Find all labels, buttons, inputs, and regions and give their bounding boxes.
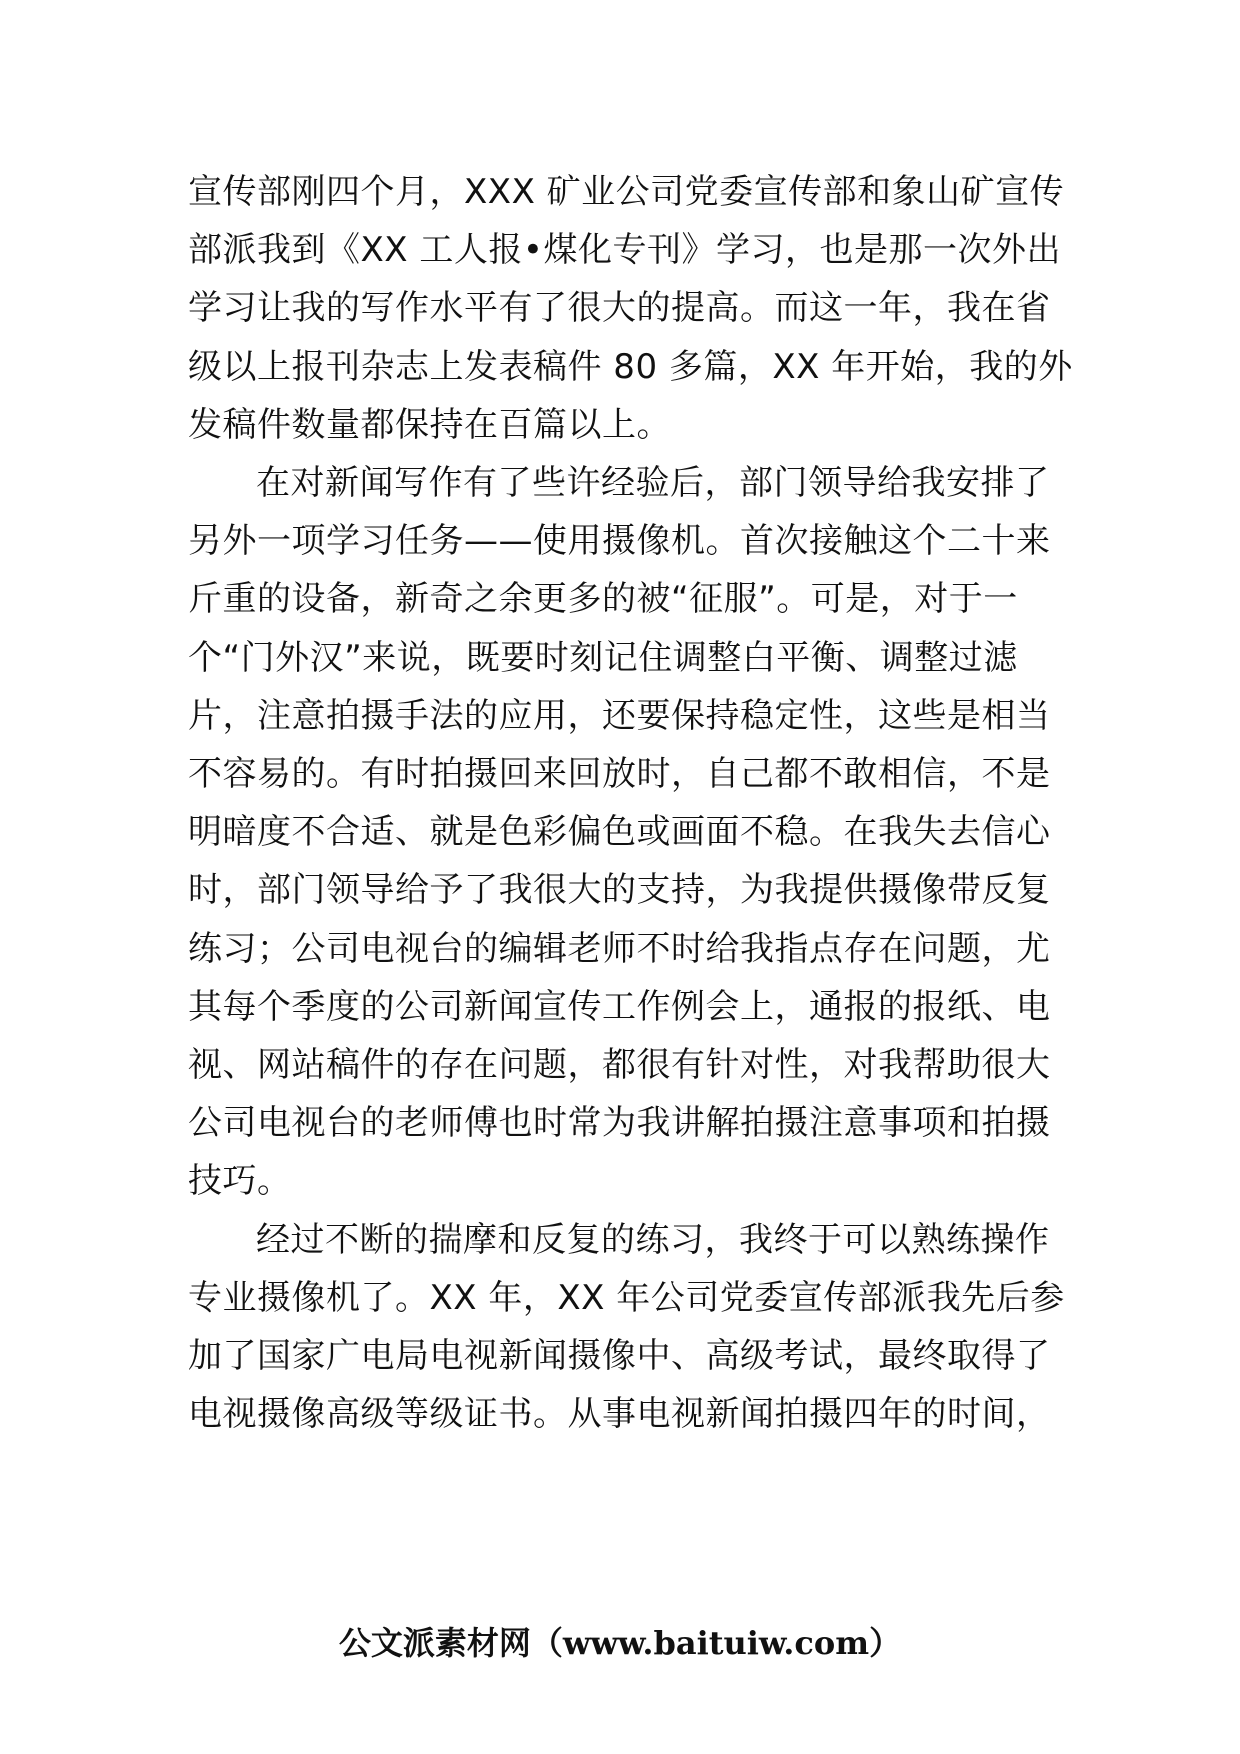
text-line: 视、网站稿件的存在问题，都很有针对性，对我帮助很大	[188, 1045, 1051, 1085]
text-line: 经过不断的揣摩和反复的练习，我终于可以熟练操作	[256, 1219, 1050, 1260]
text-line: 时，部门领导给予了我很大的支持，为我提供摄像带反复	[188, 870, 1051, 911]
text-line: 片，注意拍摄手法的应用，还要保持稳定性，这些是相当	[188, 695, 1051, 736]
footer-watermark: 公文派素材网（www.baituiw.com）	[338, 1624, 902, 1662]
text-line: 专业摄像机了。XX 年，XX 年公司党委宣传部派我先后参	[188, 1277, 1065, 1318]
text-line: 另外一项学习任务——使用摄像机。首次接触这个二十来	[188, 521, 1051, 562]
text-line: 级以上报刊杂志上发表稿件 80 多篇，XX 年开始，我的外	[188, 346, 1073, 387]
text-line: 部派我到《XX 工人报•煤化专刊》学习，也是那一次外出	[188, 230, 1061, 271]
text-line: 在对新闻写作有了些许经验后，部门领导给我安排了	[256, 463, 1050, 503]
text-line: 加了国家广电局电视新闻摄像中、高级考试，最终取得了	[188, 1336, 1051, 1376]
text-line: 练习；公司电视台的编辑老师不时给我指点存在问题，尤	[188, 928, 1051, 969]
text-line: 发稿件数量都保持在百篇以上。	[188, 404, 671, 445]
text-line: 明暗度不合适、就是色彩偏色或画面不稳。在我失去信心	[188, 812, 1051, 853]
text-line: 不容易的。有时拍摄回来回放时，自己都不敢相信，不是	[188, 754, 1051, 794]
text-line: 公司电视台的老师傅也时常为我讲解拍摄注意事项和拍摄	[188, 1103, 1051, 1144]
text-line: 斤重的设备，新奇之余更多的被“征服”。可是，对于一	[188, 579, 1018, 620]
text-line: 其每个季度的公司新闻宣传工作例会上，通报的报纸、电	[188, 986, 1051, 1027]
text-line: 技巧。	[188, 1161, 292, 1202]
text-line: 个“门外汉”来说，既要时刻记住调整白平衡、调整过滤	[188, 637, 1018, 678]
text-line: 学习让我的写作水平有了很大的提高。而这一年，我在省	[188, 288, 1051, 329]
text-line: 宣传部刚四个月，XXX 矿业公司党委宣传部和象山矿宣传	[188, 172, 1065, 212]
text-line: 电视摄像高级等级证书。从事电视新闻拍摄四年的时间，	[188, 1394, 1051, 1435]
